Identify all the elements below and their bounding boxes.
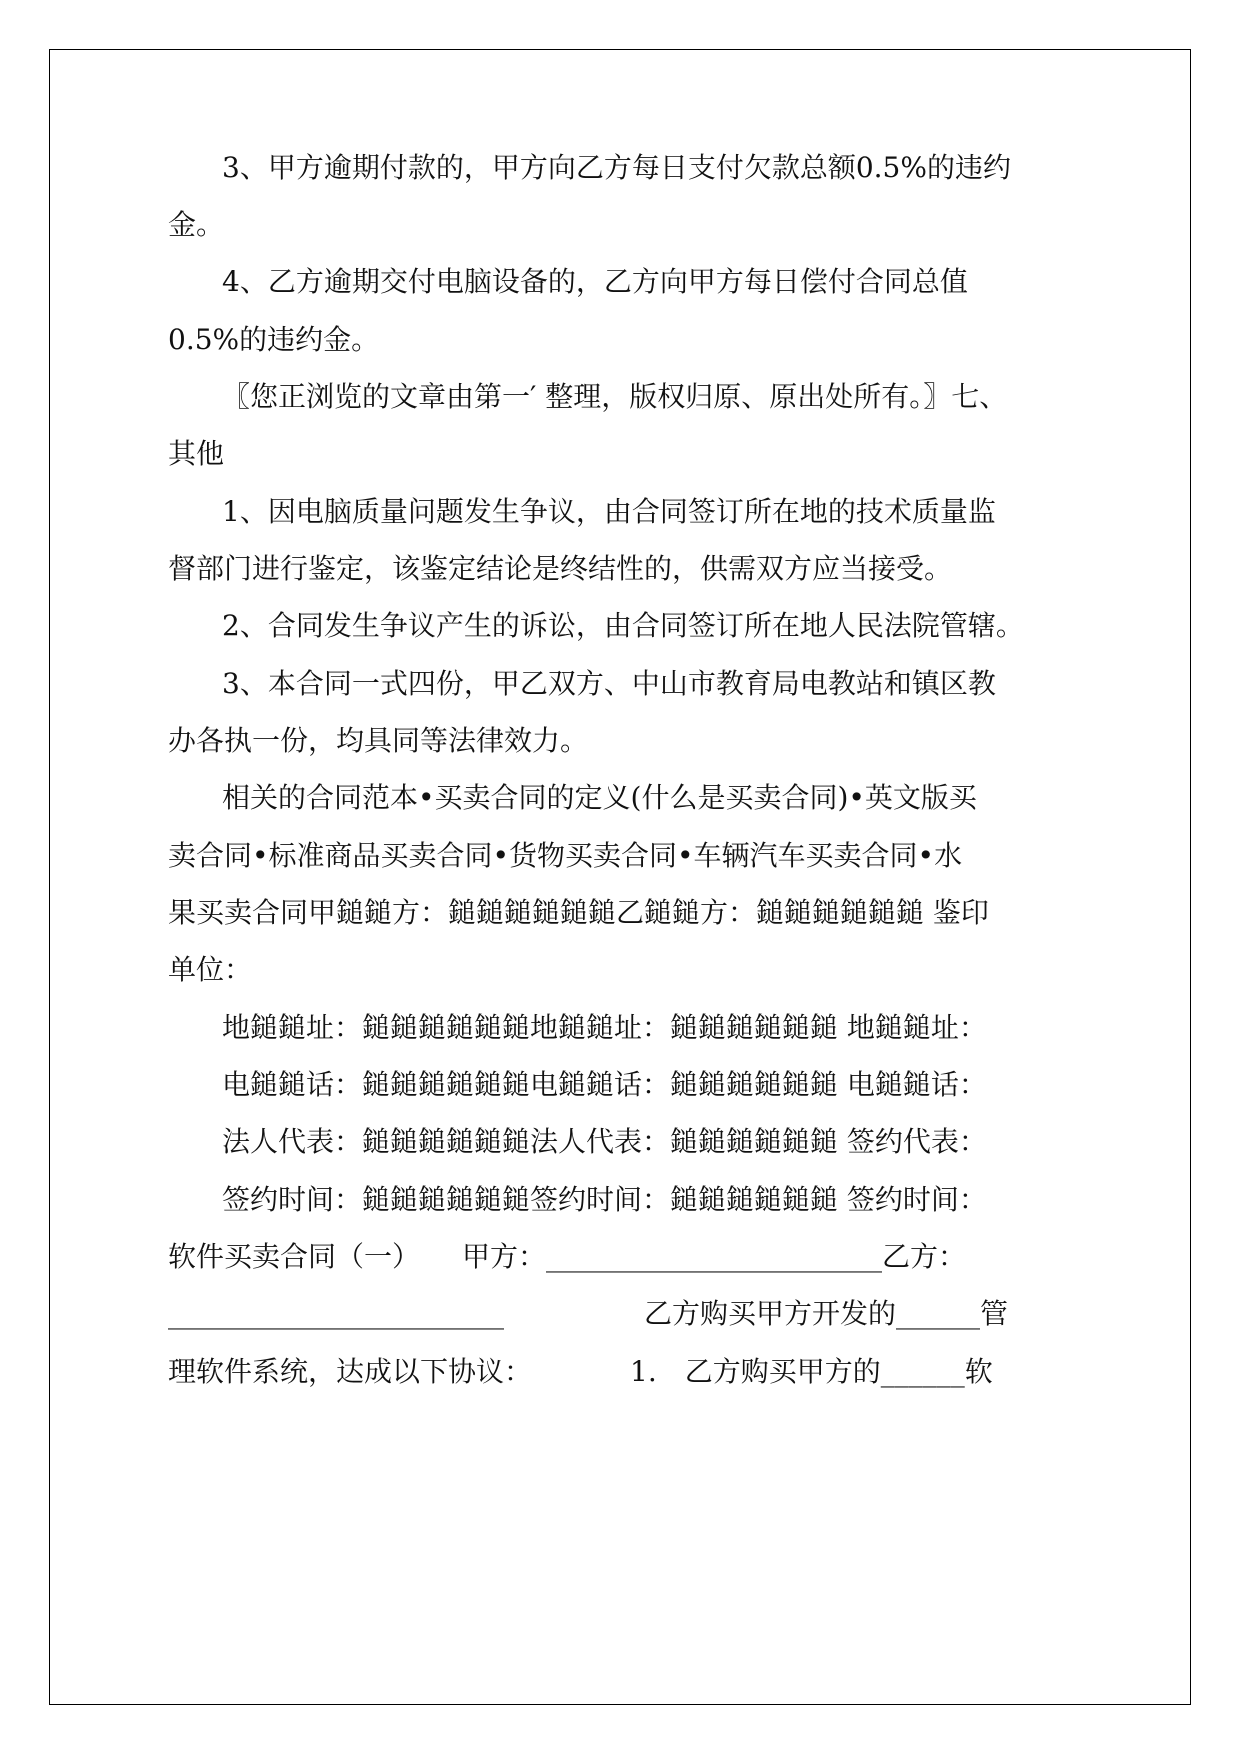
other-clause-1-line-2: 督部门进行鉴定，该鉴定结论是终结性的，供需双方应当接受。: [168, 552, 953, 585]
related-line-4: 单位：: [168, 953, 253, 986]
clause-4-line-1: 4、乙方逾期交付电脑设备的，乙方向甲方每日偿付合同总值: [222, 265, 968, 298]
signature-date-row: 签约时间：鎚鎚鎚鎚鎚鎚签约时间：鎚鎚鎚鎚鎚鎚 签约时间：: [222, 1183, 987, 1216]
other-clause-3-line-1: 3、本合同一式四份，甲乙双方、中山市教育局电教站和镇区教: [222, 667, 996, 700]
software-contract-line-2: ________________________ 乙方购买甲方开发的______管: [168, 1297, 1009, 1330]
other-clause-3-line-2: 办各执一份，均具同等法律效力。: [168, 724, 589, 757]
other-clause-1-line-1: 1、因电脑质量问题发生争议，由合同签订所在地的技术质量监: [222, 495, 996, 528]
signature-representative-row: 法人代表：鎚鎚鎚鎚鎚鎚法人代表：鎚鎚鎚鎚鎚鎚 签约代表：: [222, 1125, 987, 1158]
software-contract-line-3: 理软件系统，达成以下协议： 1. 乙方购买甲方的______软: [168, 1355, 993, 1388]
clause-3-line-1: 3、甲方逾期付款的，甲方向乙方每日支付欠款总额0.5%的违约: [222, 151, 1011, 184]
notice-line-2: 其他: [168, 437, 225, 470]
clause-3-line-2: 金。: [168, 208, 225, 241]
clause-4-line-2: 0.5%的违约金。: [168, 323, 380, 356]
notice-line-1: 〖您正浏览的文章由第一′ 整理，版权归原、原出处所有。〗七、: [222, 380, 1008, 413]
signature-phone-row: 电鎚鎚话：鎚鎚鎚鎚鎚鎚电鎚鎚话：鎚鎚鎚鎚鎚鎚 电鎚鎚话：: [222, 1068, 987, 1101]
signature-address-row: 地鎚鎚址：鎚鎚鎚鎚鎚鎚地鎚鎚址：鎚鎚鎚鎚鎚鎚 地鎚鎚址：: [222, 1011, 987, 1044]
other-clause-2: 2、合同发生争议产生的诉讼，由合同签订所在地人民法院管辖。: [222, 609, 1024, 642]
related-line-2: 卖合同•标准商品买卖合同•货物买卖合同•车辆汽车买卖合同•水: [168, 839, 963, 872]
software-contract-title-line: 软件买卖合同（一） 甲方：________________________乙方：: [168, 1240, 967, 1273]
related-line-3: 果买卖合同甲鎚鎚方：鎚鎚鎚鎚鎚鎚乙鎚鎚方：鎚鎚鎚鎚鎚鎚 鉴印: [168, 896, 989, 929]
related-line-1: 相关的合同范本•买卖合同的定义(什么是买卖合同)•英文版买: [222, 781, 977, 814]
